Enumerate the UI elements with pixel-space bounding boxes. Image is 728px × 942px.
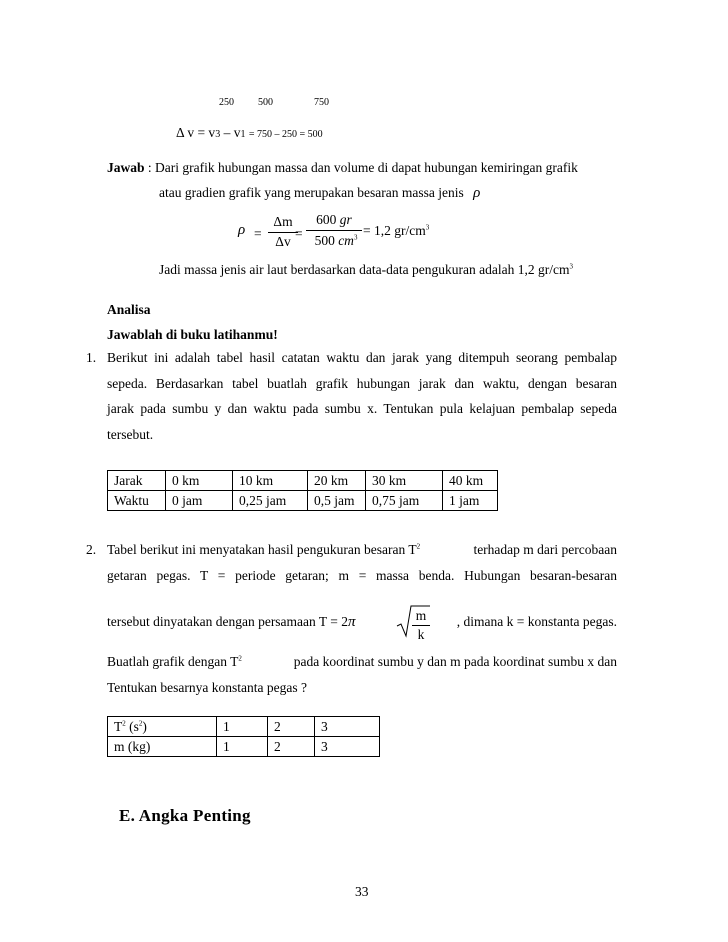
conclusion-line xyxy=(159,262,573,278)
fraction-600-gr xyxy=(306,212,362,228)
minus-v: – v xyxy=(223,125,241,140)
q2-text-1a: Tabel berikut ini menyatakan hasil pengukuran besaran T xyxy=(107,542,417,557)
axis-tick-750: 750 xyxy=(314,97,329,108)
q2-line-4 xyxy=(107,654,617,670)
q2-exp-1: 2 xyxy=(416,542,421,551)
t-exp: 2 xyxy=(122,719,126,727)
t-label: T xyxy=(114,718,123,734)
jawab-line-2 xyxy=(159,185,480,202)
q2-text-3a: tersebut dinyatakan dengan persamaan T = 2 xyxy=(107,614,349,629)
result-text: = 1,2 gr/cm xyxy=(363,223,426,238)
q1-table xyxy=(107,470,498,511)
formula-eq2: = xyxy=(295,226,303,241)
delta-symbol: Δ xyxy=(176,125,184,140)
table-cell: 1 xyxy=(217,717,268,737)
q2-line-3-b: , dimana k = konstanta pegas. xyxy=(456,614,617,629)
conclusion-exp: 3 xyxy=(569,262,573,271)
table-cell: Jarak xyxy=(108,471,166,491)
num-unit-gr: gr xyxy=(339,212,352,227)
table-cell: 0 km xyxy=(166,471,233,491)
pi-symbol: π xyxy=(348,614,356,630)
q2-line-1-a xyxy=(107,542,420,558)
table-cell: 0,75 jam xyxy=(366,491,443,511)
table-cell: 1 xyxy=(217,737,268,757)
table-row xyxy=(108,717,380,737)
table-cell: 40 km xyxy=(443,471,498,491)
table-cell: 20 km xyxy=(308,471,366,491)
jawab-text-1: : Dari grafik hubungan massa dan volume di dapat hubungan kemiringan grafik xyxy=(147,160,578,175)
table-row xyxy=(108,737,380,757)
sqrt-denominator: k xyxy=(417,627,425,642)
page-number: 33 xyxy=(355,884,369,899)
delta-v-equation xyxy=(176,125,323,141)
subscript-1: 1 xyxy=(240,129,246,140)
table-cell: 2 xyxy=(268,717,315,737)
q2-table xyxy=(107,716,380,757)
den-exp-3: 3 xyxy=(353,233,358,242)
den-500: 500 xyxy=(314,233,335,248)
table-cell: 2 xyxy=(268,737,315,757)
formula-rho: ρ xyxy=(238,222,246,238)
subscript-3: 3 xyxy=(215,129,221,140)
formula-result xyxy=(363,223,429,239)
table-cell: 0 jam xyxy=(166,491,233,511)
fraction-delta-m: Δm xyxy=(273,214,293,229)
fraction-bar-1 xyxy=(268,232,298,233)
table-cell: 3 xyxy=(315,737,380,757)
table-cell: 3 xyxy=(315,717,380,737)
q2-text-1b: terhadap m dari percobaan xyxy=(473,542,617,557)
table-cell: 30 km xyxy=(366,471,443,491)
section-heading: E. Angka Penting xyxy=(119,806,251,825)
table-row xyxy=(108,491,498,511)
q2-line-4-a xyxy=(107,654,242,670)
close-paren: ) xyxy=(142,718,147,734)
q2-text-4a: Buatlah grafik dengan T xyxy=(107,654,239,669)
jawab-line-1 xyxy=(107,160,617,176)
q1-line-1: Berikut ini adalah tabel hasil catatan waktu dan jarak yang ditempuh seorang pembalap xyxy=(107,350,617,365)
table-cell xyxy=(108,717,217,737)
analisa-heading: Analisa xyxy=(107,302,151,317)
sqrt-fraction-bar xyxy=(412,625,430,626)
fraction-bar-2 xyxy=(306,230,362,231)
q2-text-4b: pada koordinat sumbu y dan m pada koordinat sumbu x dan xyxy=(293,654,617,669)
table-cell: Waktu xyxy=(108,491,166,511)
q1-number: 1. xyxy=(86,350,97,365)
delta-v-result: = 750 – 250 = 500 xyxy=(248,129,323,140)
table-cell: 1 jam xyxy=(443,491,498,511)
axis-tick-500: 500 xyxy=(258,97,273,108)
q1-line-3: jarak pada sumbu y dan waktu pada sumbu x. Tentukan pula kelajuan pembalap sepeda xyxy=(107,401,617,416)
table-cell: 0,25 jam xyxy=(233,491,308,511)
fraction-delta-v: Δv xyxy=(275,234,291,249)
q1-line-2: sepeda. Berdasarkan tabel buatlah grafik hubungan jarak dan waktu, dengan besaran xyxy=(107,376,617,391)
axis-tick-250: 250 xyxy=(219,97,234,108)
result-exp-3: 3 xyxy=(425,223,430,232)
q2-number: 2. xyxy=(86,542,97,557)
q2-line-2: getaran pegas. T = periode getaran; m = massa benda. Hubungan besaran-besaran xyxy=(107,568,617,583)
analisa-instruction: Jawablah di buku latihanmu! xyxy=(107,327,278,342)
formula-eq1: = xyxy=(254,226,262,241)
q2-line-1 xyxy=(107,542,617,558)
s-label: (s xyxy=(125,718,139,734)
table-row xyxy=(108,471,498,491)
q2-line-5: Tentukan besarnya konstanta pegas ? xyxy=(107,680,307,695)
q2-exp-4: 2 xyxy=(238,654,242,663)
table-cell: 10 km xyxy=(233,471,308,491)
delta-v-lhs: v = v xyxy=(187,125,216,140)
table-cell: 0,5 jam xyxy=(308,491,366,511)
conclusion-text: Jadi massa jenis air laut berdasarkan data-data pengukuran adalah 1,2 gr/cm xyxy=(159,262,570,277)
s-exp: 2 xyxy=(138,719,143,727)
sqrt-numerator: m xyxy=(415,608,427,623)
jawab-text-2: atau gradien grafik yang merupakan besaran massa jenis xyxy=(159,185,464,200)
table-cell: m (kg) xyxy=(108,737,217,757)
den-unit-cm: cm xyxy=(338,233,354,248)
num-600: 600 xyxy=(316,212,337,227)
q1-line-4: tersebut. xyxy=(107,427,154,442)
jawab-label: Jawab xyxy=(107,160,145,175)
rho-symbol: ρ xyxy=(473,185,481,201)
fraction-500-cm3 xyxy=(306,233,366,249)
q2-line-3-a xyxy=(107,614,356,631)
